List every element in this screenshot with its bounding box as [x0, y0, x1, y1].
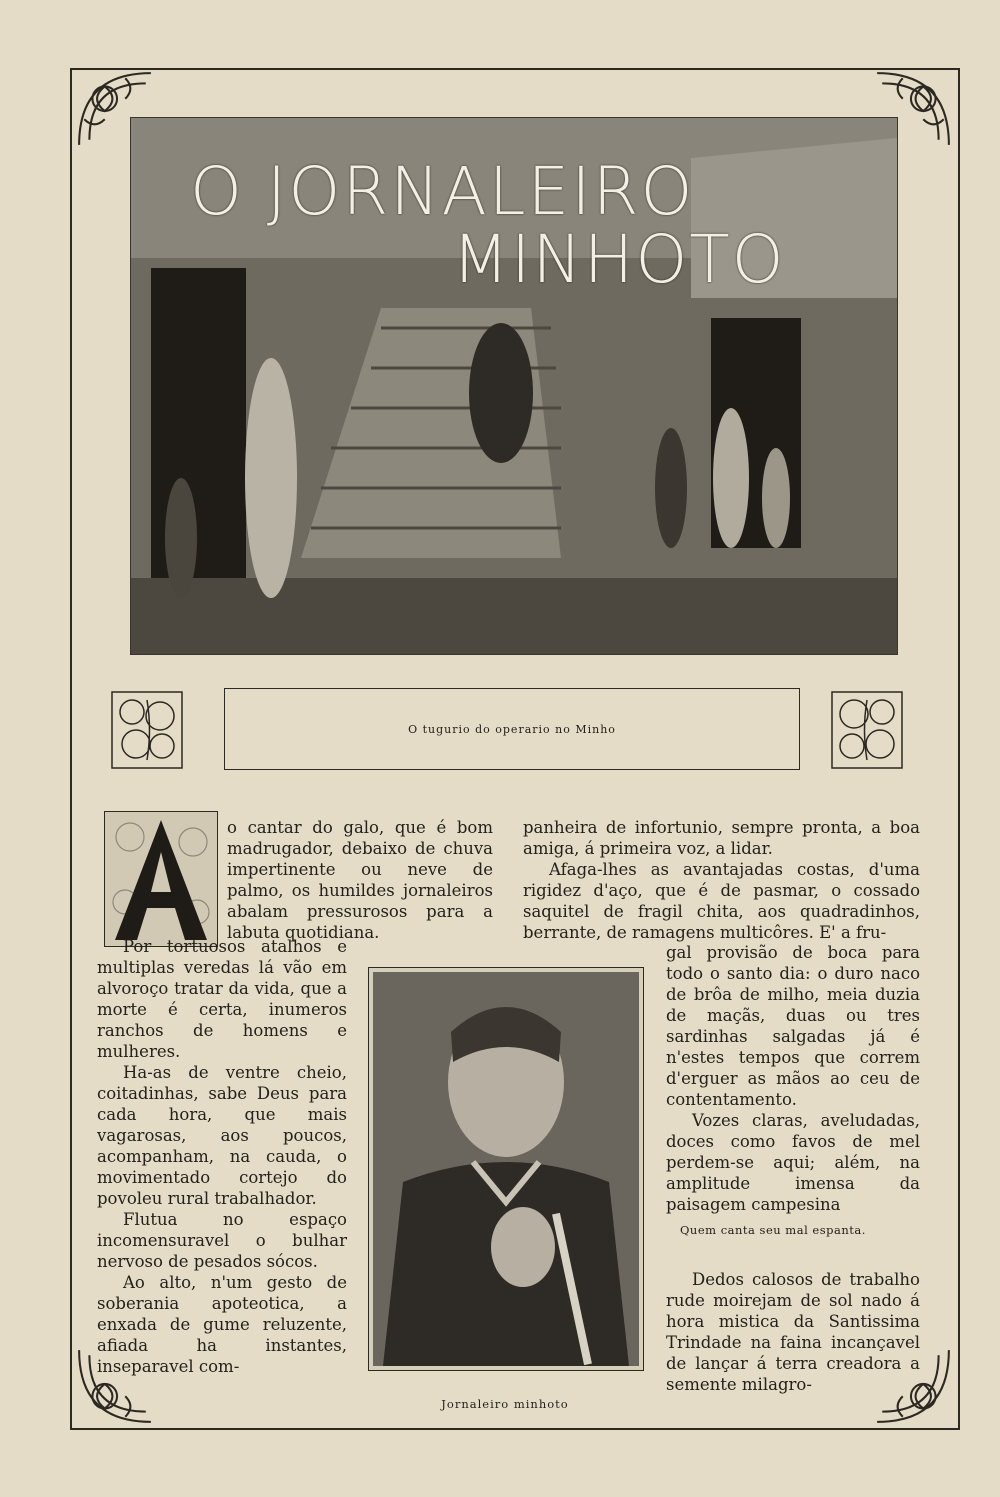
- article-title: [190, 153, 786, 298]
- floral-ornament-icon: [830, 690, 904, 770]
- right-column: [666, 942, 920, 1395]
- right-column-top: [523, 817, 920, 943]
- paragraph: panheira de infortunio, sempre pronta, a boa amiga, á primeira voz, a lidar.: [523, 818, 920, 858]
- paragraph: Dedos calosos de trabalho rude moirejam de sol nado á hora mistica da Santissima Trindade na faina incançavel de lançar á terra creadora a semente milagro-: [666, 1270, 920, 1394]
- drop-cap-letter-a: [104, 811, 218, 947]
- portrait-caption: Jornaleiro minhoto: [441, 1397, 569, 1411]
- paragraph: Por tortuosos atalhos e multiplas veredas lá vão em alvoroço tratar da vida, que a morte é certa, inumeros ranchos de homens e mulheres.: [97, 937, 347, 1061]
- lead-paragraph: o cantar do galo, que é bom madrugador, debaixo de chuva impertinente ou neve de palmo, os humildes jornaleiros abalam pressurosos para a labuta quotidiana.: [227, 818, 493, 942]
- paragraph: gal provisão de boca para todo o santo dia: o duro naco de brôa de milho, meia duzia de maçãs, duas ou tres sardinhas salgadas já é n'estes tempos que correm d'erguer as mãos ao ceu de contentamento.: [666, 943, 920, 1109]
- paragraph: Flutua no espaço incomensuravel o bulhar nervoso de pesados sócos.: [97, 1210, 347, 1271]
- title-line-2: MINHOTO: [452, 221, 786, 298]
- paragraph: Afaga-lhes as avantajadas costas, d'uma rigidez d'aço, que é de pasmar, o cossado saquitel de fragil chita, aos quadradinhos, berrante, de ramagens multicôres. E' a fru-: [523, 860, 920, 942]
- floral-ornament-icon: [110, 690, 184, 770]
- paragraph: Ha-as de ventre cheio, coitadinhas, sabe Deus para cada hora, que mais vagarosas, aos poucos, acompanham, na cauda, o movimentado cortejo do povoleu rural trabalhador.: [97, 1063, 347, 1208]
- paragraph: Vozes claras, aveludadas, doces como favos de mel perdem-se aqui; além, na amplitude imensa da paisagem campesina: [666, 1111, 920, 1214]
- paragraph: Ao alto, n'um gesto de soberania apoteotica, a enxada de gume reluzente, afiada ha instantes, inseparavel com-: [97, 1273, 347, 1376]
- left-column: [97, 936, 347, 1377]
- portrait-photograph: [368, 967, 644, 1371]
- title-line-1: O JORNALEIRO: [190, 153, 695, 230]
- header-caption: O tugurio do operario no Minho: [224, 688, 800, 770]
- song-caption: Quem canta seu mal espanta.: [680, 1223, 866, 1237]
